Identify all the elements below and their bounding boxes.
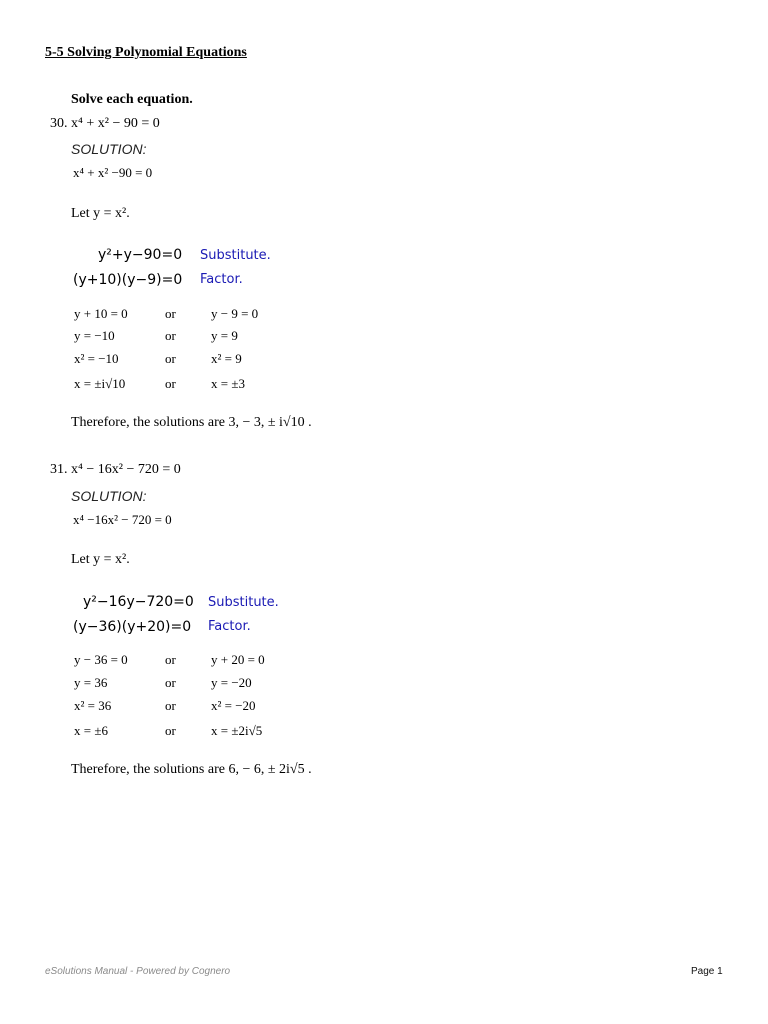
step-note: Substitute. bbox=[200, 248, 271, 263]
grid-right: x = ±3 bbox=[211, 376, 245, 391]
grid-or: or bbox=[165, 675, 176, 690]
step-equation: y²+y−90=0 bbox=[98, 247, 183, 263]
grid-left: y = −10 bbox=[74, 328, 115, 343]
step-note: Substitute. bbox=[208, 595, 279, 610]
solution-label: SOLUTION: bbox=[71, 488, 147, 504]
grid-left: x² = 36 bbox=[74, 698, 112, 713]
footer-credit: eSolutions Manual - Powered by Cognero bbox=[45, 966, 231, 977]
grid-or: or bbox=[165, 698, 176, 713]
step-equation: (y−36)(y+20)=0 bbox=[73, 619, 192, 635]
grid-left: x = ±6 bbox=[74, 723, 108, 738]
step-note: Factor. bbox=[208, 619, 251, 634]
grid-left: y + 10 = 0 bbox=[74, 306, 128, 321]
step-note: Factor. bbox=[200, 272, 243, 287]
substitution-statement: Let y = x². bbox=[71, 206, 130, 221]
conclusion-text: Therefore, the solutions are bbox=[71, 415, 225, 430]
grid-or: or bbox=[165, 723, 176, 738]
page-number: Page 1 bbox=[691, 966, 723, 977]
page-title: 5-5 Solving Polynomial Equations bbox=[45, 45, 247, 60]
solution-label: SOLUTION: bbox=[71, 141, 147, 157]
grid-or: or bbox=[165, 351, 176, 366]
restated-equation: x⁴ + x² −90 = 0 bbox=[73, 165, 153, 180]
conclusion-values: 3, − 3, ± i√10 . bbox=[228, 415, 312, 430]
grid-left: x² = −10 bbox=[74, 351, 119, 366]
substitution-statement: Let y = x². bbox=[71, 552, 130, 567]
grid-or: or bbox=[165, 652, 176, 667]
conclusion-text: Therefore, the solutions are bbox=[71, 762, 225, 777]
restated-equation: x⁴ −16x² − 720 = 0 bbox=[73, 512, 172, 527]
step-equation: (y+10)(y−9)=0 bbox=[73, 272, 183, 288]
grid-right: x = ±2i√5 bbox=[211, 723, 263, 738]
grid-right: y = −20 bbox=[211, 675, 252, 690]
instructions: Solve each equation. bbox=[71, 92, 193, 107]
grid-or: or bbox=[165, 376, 176, 391]
step-equation: y²−16y−720=0 bbox=[83, 594, 194, 610]
problem-number: 31. bbox=[50, 462, 68, 477]
grid-left: y = 36 bbox=[74, 675, 108, 690]
grid-or: or bbox=[165, 328, 176, 343]
grid-right: x² = −20 bbox=[211, 698, 256, 713]
problem-equation: x⁴ − 16x² − 720 = 0 bbox=[71, 462, 181, 477]
conclusion-values: 6, − 6, ± 2i√5 . bbox=[228, 762, 312, 777]
conclusion bbox=[71, 762, 312, 778]
grid-or: or bbox=[165, 306, 176, 321]
problem-equation: x⁴ + x² − 90 = 0 bbox=[71, 116, 160, 131]
grid-right: y + 20 = 0 bbox=[211, 652, 265, 667]
grid-right: y − 9 = 0 bbox=[211, 306, 259, 321]
conclusion bbox=[71, 415, 312, 431]
grid-right: y = 9 bbox=[211, 328, 238, 343]
grid-left: x = ±i√10 bbox=[74, 376, 126, 391]
grid-right: x² = 9 bbox=[211, 351, 242, 366]
grid-left: y − 36 = 0 bbox=[74, 652, 128, 667]
problem-number: 30. bbox=[50, 116, 68, 131]
